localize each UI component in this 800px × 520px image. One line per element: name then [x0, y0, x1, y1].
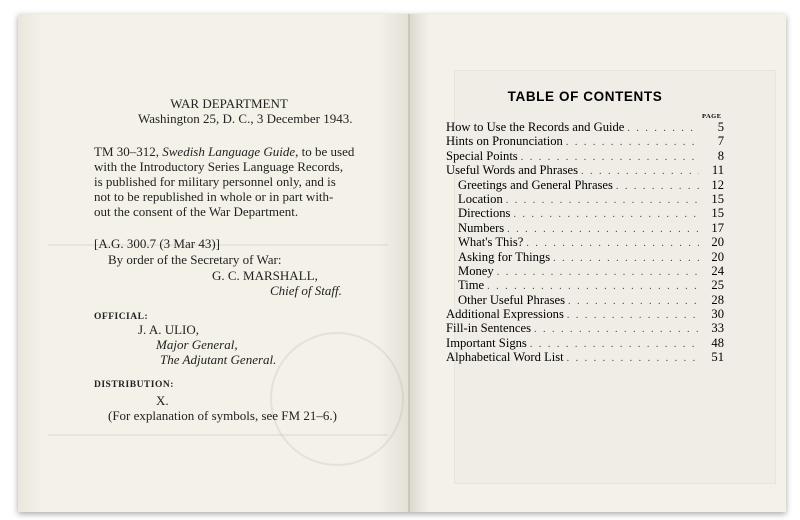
open-booklet [18, 14, 786, 512]
leader-dots [553, 252, 699, 266]
toc-entry [446, 307, 724, 321]
toc-entry-label: Other Useful Phrases [458, 292, 566, 307]
official-rank: Major General, [156, 337, 238, 352]
toc-entry-page: 20 [711, 249, 724, 264]
toc-entry-page: 17 [711, 220, 724, 235]
toc-entry-label: Asking for Things [458, 249, 551, 264]
body-line-1 [94, 144, 354, 159]
toc-entry-page: 25 [711, 278, 724, 293]
toc-subentry [446, 250, 724, 264]
leader-dots [627, 122, 699, 136]
toc-subentry [446, 178, 724, 192]
toc-entry-page: 5 [717, 120, 724, 134]
distribution-note: (For explanation of symbols, see FM 21–6.) [108, 408, 337, 423]
leader-dots [616, 180, 699, 194]
toc-entry-page: 12 [711, 177, 724, 192]
toc-entry-label: Numbers [458, 220, 505, 235]
toc-entry [446, 336, 724, 350]
left-page [18, 14, 410, 512]
body-line-5: out the consent of the War Department. [94, 204, 299, 219]
body-text: TM 30–312, [94, 144, 163, 159]
department-heading: WAR DEPARTMENT [170, 96, 288, 111]
toc-entry-page: 51 [711, 350, 724, 365]
toc-title: TABLE OF CONTENTS [507, 89, 663, 104]
toc-entry-label: Special Points [446, 148, 518, 163]
by-order-line: By order of the Secretary of War: [108, 252, 282, 267]
toc-entry [446, 149, 724, 163]
toc-entry-label: Location [458, 191, 503, 206]
page-column-header: PAGE [702, 113, 722, 120]
leader-dots [507, 223, 699, 237]
official-label: OFFICIAL: [94, 312, 149, 322]
show-through-seal [270, 332, 404, 466]
ag-reference: [A.G. 300.7 (3 Mar 43)] [94, 236, 221, 251]
toc-subentry [446, 235, 724, 249]
leader-dots [506, 194, 699, 208]
toc-entry [446, 321, 724, 335]
toc-entry-label: Additional Expressions [446, 307, 564, 322]
toc-entry-page: 15 [711, 191, 724, 206]
leader-dots [534, 323, 699, 337]
toc-subentry [446, 206, 724, 220]
guide-title: Swedish Language Guide [162, 144, 296, 159]
toc-subentry [446, 264, 724, 278]
toc-entry [446, 120, 724, 134]
toc-entry-page: 11 [711, 163, 724, 178]
toc-entry-label: Money [458, 263, 494, 278]
toc-entry-page: 28 [711, 292, 724, 307]
leader-dots [513, 208, 699, 222]
leader-dots [566, 136, 699, 150]
toc-entry-label: Time [458, 278, 485, 293]
body-line-2: with the Introductory Series Language Records, [94, 159, 344, 174]
toc-entry-page: 15 [711, 206, 724, 221]
leader-dots [526, 237, 699, 251]
toc-entry [446, 134, 724, 148]
leader-dots [497, 266, 699, 280]
toc-list [446, 120, 724, 365]
toc-subentry [446, 221, 724, 235]
signer-name: G. C. MARSHALL, [212, 268, 318, 283]
leader-dots [567, 309, 699, 323]
toc-entry-page: 7 [717, 134, 724, 149]
toc-entry-label: Hints on Pronunciation [446, 134, 563, 149]
signer-title: Chief of Staff. [270, 283, 342, 298]
toc-subentry [446, 293, 724, 307]
leader-dots [567, 352, 699, 366]
toc-entry-label: Important Signs [446, 335, 527, 350]
toc-entry-label: Useful Words and Phrases [446, 163, 579, 178]
distribution-value: X. [156, 393, 169, 408]
toc-entry-page: 33 [711, 321, 724, 336]
toc-entry-page: 24 [711, 263, 724, 278]
leader-dots [568, 295, 699, 309]
toc-subentry [446, 278, 724, 292]
toc-entry [446, 350, 724, 364]
toc-entry-label: Directions [458, 206, 511, 221]
toc-entry-label: Alphabetical Word List [446, 350, 564, 365]
official-name: J. A. ULIO, [138, 322, 200, 337]
body-text: , to be used [295, 144, 355, 159]
toc-entry-page: 48 [711, 335, 724, 350]
location-date: Washington 25, D. C., 3 December 1943. [138, 111, 353, 126]
body-line-3: is published for military personnel only, and is [94, 174, 336, 189]
toc-entry-label: What's This? [458, 235, 524, 250]
toc-entry-page: 30 [711, 307, 724, 322]
toc-subentry [446, 192, 724, 206]
official-title: The Adjutant General. [160, 352, 277, 367]
toc-entry-label: Greetings and General Phrases [458, 177, 613, 192]
toc-entry-label: How to Use the Records and Guide [446, 120, 625, 134]
body-line-4: not to be republished in whole or in part with- [94, 189, 334, 204]
toc-entry-label: Fill-in Sentences [446, 321, 531, 336]
toc-entry-page: 8 [717, 148, 724, 163]
distribution-label: DISTRIBUTION: [94, 380, 174, 390]
toc-entry-page: 20 [711, 235, 724, 250]
toc-entry [446, 163, 724, 177]
